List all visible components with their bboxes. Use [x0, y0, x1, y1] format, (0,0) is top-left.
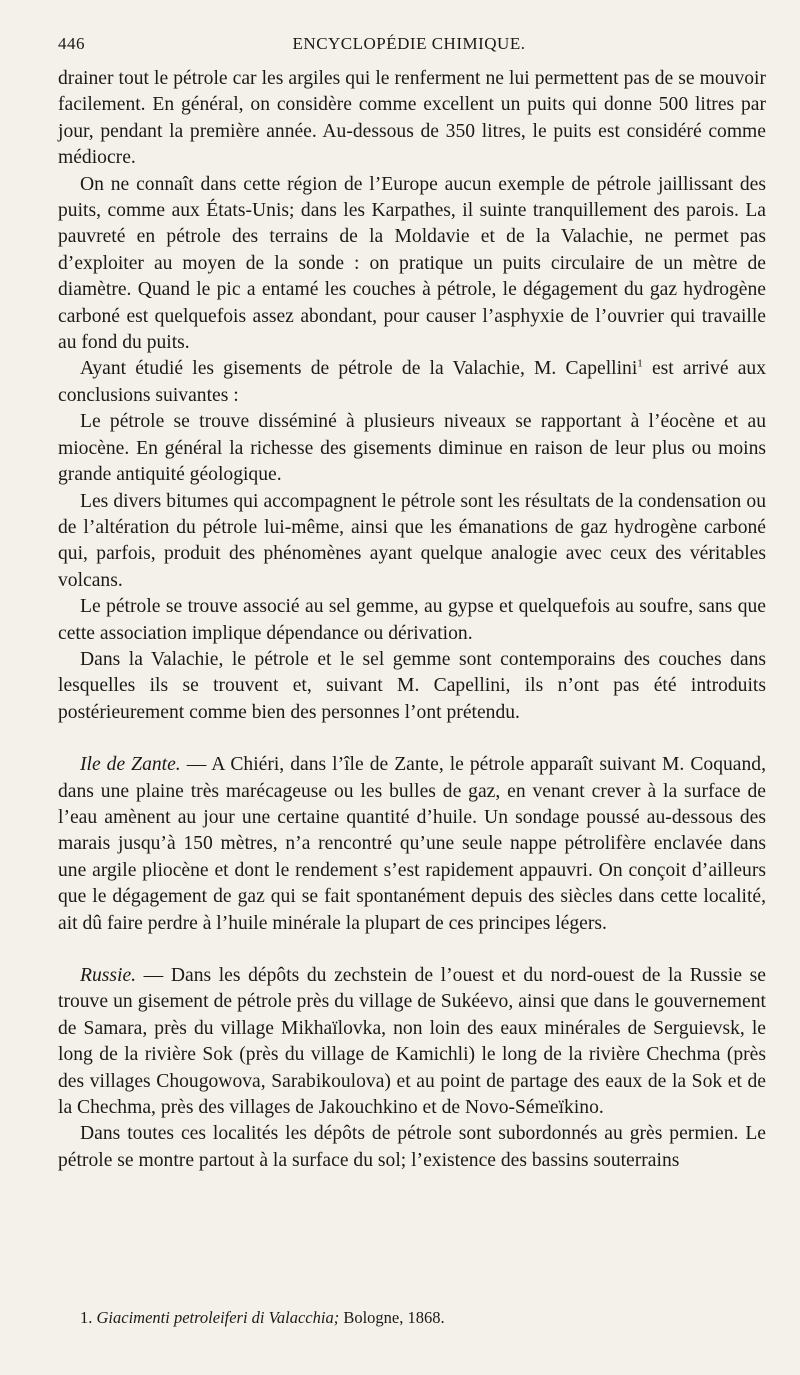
- paragraph-text: est arrivé aux conclusions suivantes :: [58, 358, 766, 406]
- footnote-number: 1.: [80, 1308, 93, 1327]
- footnote-reference: 1: [637, 357, 643, 370]
- section-heading: Ile de Zante.: [80, 754, 181, 776]
- section-zante: [58, 752, 766, 937]
- running-title: ENCYCLOPÉDIE CHIMIQUE.: [292, 34, 526, 53]
- paragraph: Le pétrole se trouve associé au sel gemme, au gypse et quelquefois au soufre, sans que cette association implique dépendance ou dérivation.: [58, 596, 766, 644]
- section-heading: Russie.: [80, 965, 137, 986]
- footnote-title: Giacimenti petroleiferi di Valacchia;: [96, 1308, 340, 1327]
- footnote: [80, 1308, 445, 1328]
- footnote-text: Bologne, 1868.: [339, 1308, 445, 1327]
- paragraph: [58, 356, 766, 409]
- section-russie: [58, 963, 766, 1121]
- paragraph: Le pétrole se trouve disséminé à plusieurs niveaux se rapportant à l’éocène et au miocène. En général la richesse des gisements diminue en raison de leur plus ou moins grande antiquité géologique.: [58, 411, 766, 486]
- page-number: 446: [58, 34, 85, 53]
- paragraph-text: Ayant étudié les gisements de pétrole de la Valachie, M. Capellini: [80, 358, 638, 380]
- body-text: [58, 66, 766, 1174]
- section-text: — A Chiéri, dans l’île de Zante, le pétrole apparaît suivant M. Coquand, dans une plaine très marécageuse ou les bulles de gaz, en venant crever à la surface de l’eau amènent au jour une certaine quantité d’huile. Un sondage poussé au-dessous des marais jusqu’à 150 mètres, n’a rencontré qu’une seule nappe pétrolifère enclavée dans une argile pliocène et dont le rendement s’est rapidement appauvri. On conçoit d’ailleurs que le dégagement de gaz qui se fait spontanément depuis des siècles dans cette localité, ait dû faire perdre à l’huile minérale la plupart de ces principes légers.: [58, 754, 766, 934]
- paragraph: drainer tout le pétrole car les argiles qui le renferment ne lui permettent pas de se mouvoir facilement. En général, on considère comme excellent un puits qui donne 500 litres par jour, pendant la première année. Au-dessous de 350 litres, le puits est considéré comme médiocre.: [58, 68, 766, 169]
- paragraph: Les divers bitumes qui accompagnent le pétrole sont les résultats de la condensation ou de l’altération du pétrole lui-même, ainsi que les émanations de gaz hydrogène carboné qui, parfois, produit des phénomènes ayant quelque analogie avec ceux des véritables volcans.: [58, 490, 766, 591]
- section-text: — Dans les dépôts du zechstein de l’ouest et du nord-ouest de la Russie se trouve un gisement de pétrole près du village de Sukéevo, ainsi que dans le gouvernement de Samara, près du village Mikhaïlovka, non loin des eaux minérales de Serguievsk, le long de la rivière Sok (près du village de Kamichli) le long de la rivière Chechma (près des villages Chougowova, Sarabikoulova) et au point de partage des eaux de la Sok et de la Chechma, près des villages de Jakouchkino et de Novo-Sémeïkino.: [58, 965, 766, 1119]
- paragraph: Dans la Valachie, le pétrole et le sel gemme sont contemporains des couches dans lesquelles ils se trouvent et, suivant M. Capellini, ils n’ont pas été introduits postérieurement comme bien des personnes l’ont prétendu.: [58, 648, 766, 723]
- paragraph: Dans toutes ces localités les dépôts de pétrole sont subordonnés au grès permien. Le pétrole se montre partout à la surface du sol; l’existence des bassins souterrains: [58, 1123, 766, 1171]
- paragraph: On ne connaît dans cette région de l’Europe aucun exemple de pétrole jaillissant des puits, comme aux États-Unis; dans les Karpathes, il suinte tranquillement des parois. La pauvreté en pétrole des terrains de la Moldavie et de la Valachie, ne permet pas d’exploiter au moyen de la sonde : on pratique un puits circulaire de un mètre de diamètre. Quand le pic a entamé les couches à pétrole, le dégagement du gaz hydrogène carboné est quelquefois assez abondant, pour causer l’asphyxie de l’ouvrier qui travaille au fond du puits.: [58, 173, 766, 354]
